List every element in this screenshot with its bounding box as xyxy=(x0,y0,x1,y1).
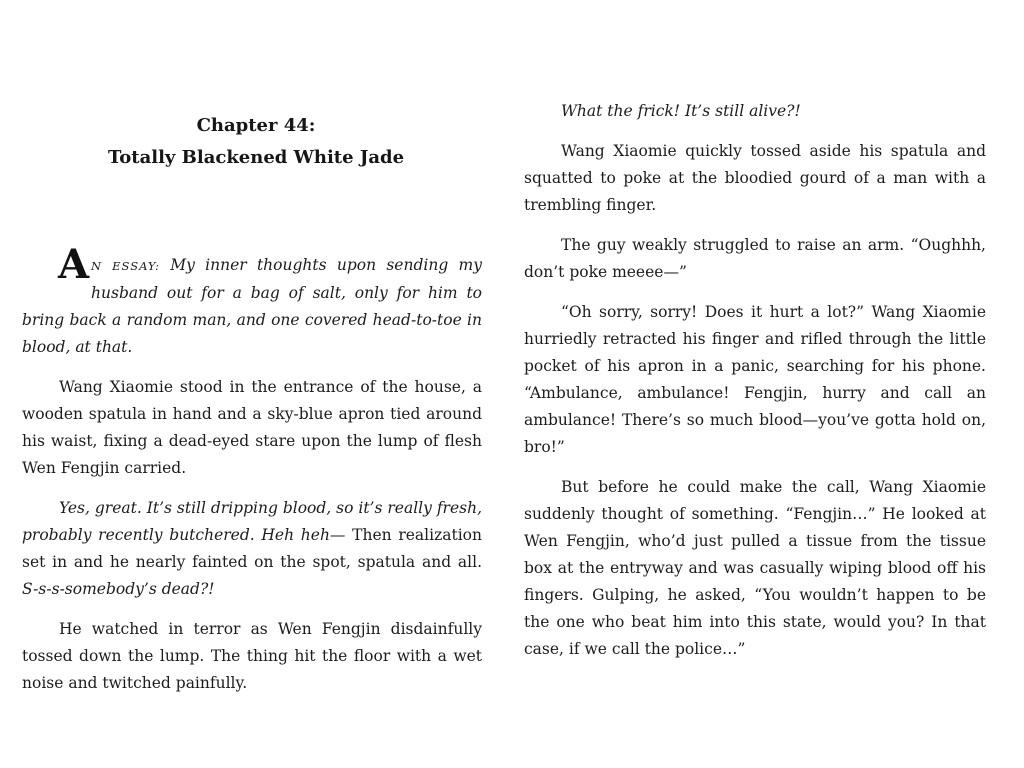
italic-thought: Yes, great. It’s still dripping blood, so it’s really fresh, probably recently butchered. Heh heh— xyxy=(22,499,482,544)
opening-italic-text: My inner thoughts upon sending my husband out for a bag of salt, only for him to bring back a random man, and one covered head-to-toe in blood, at that. xyxy=(22,256,482,356)
paragraph: The guy weakly struggled to raise an arm. “Oughhh, don’t poke meeee—” xyxy=(524,236,986,281)
paragraph: “Oh sorry, sorry! Does it hurt a lot?” Wang Xiaomie hurriedly retracted his finger and rifled through the little pocket of his apron in a panic, searching for his phone. “Ambulance, ambulance! Fengjin, hurry and call an ambulance! There’s so much blood—you’ve gotta hold on, bro!” xyxy=(524,303,986,456)
italic-thought: S-s-s-somebody’s dead?! xyxy=(22,580,215,598)
paragraph: Wang Xiaomie stood in the entrance of the house, a wooden spatula in hand and a sky-blue apron tied around his waist, fixing a dead-eyed stare upon the lump of flesh Wen Fengjin carried. xyxy=(22,378,482,477)
opening-paragraph xyxy=(22,241,482,361)
small-caps-lead: N ESSAY: xyxy=(91,259,160,273)
paragraph: He watched in terror as Wen Fengjin disdainfully tossed down the lump. The thing hit the floor with a wet noise and twitched painfully. xyxy=(22,620,482,692)
chapter-title: Totally Blackened White Jade xyxy=(107,147,405,168)
drop-cap: A xyxy=(58,241,90,288)
left-body-text xyxy=(22,241,482,710)
mixed-paragraph xyxy=(22,495,482,603)
italic-thought: What the frick! It’s still alive?! xyxy=(561,102,801,120)
paragraph: Wang Xiaomie quickly tossed aside his spatula and squatted to poke at the bloodied gourd of a man with a trembling finger. xyxy=(524,142,986,214)
plain-text: Then realization set in and he nearly fainted on the spot, spatula and all. xyxy=(22,526,482,571)
chapter-number: Chapter 44: xyxy=(196,115,316,136)
paragraph: But before he could make the call, Wang Xiaomie suddenly thought of something. “Fengjin…” He looked at Wen Fengjin, who’d just pulled a tissue from the tissue box at the entryway and was casually wiping blood off his fingers. Gulping, he asked, “You wouldn’t happen to be the one who beat him into this state, would you? In that case, if we call the police…” xyxy=(524,478,986,658)
right-body-text xyxy=(524,98,986,676)
